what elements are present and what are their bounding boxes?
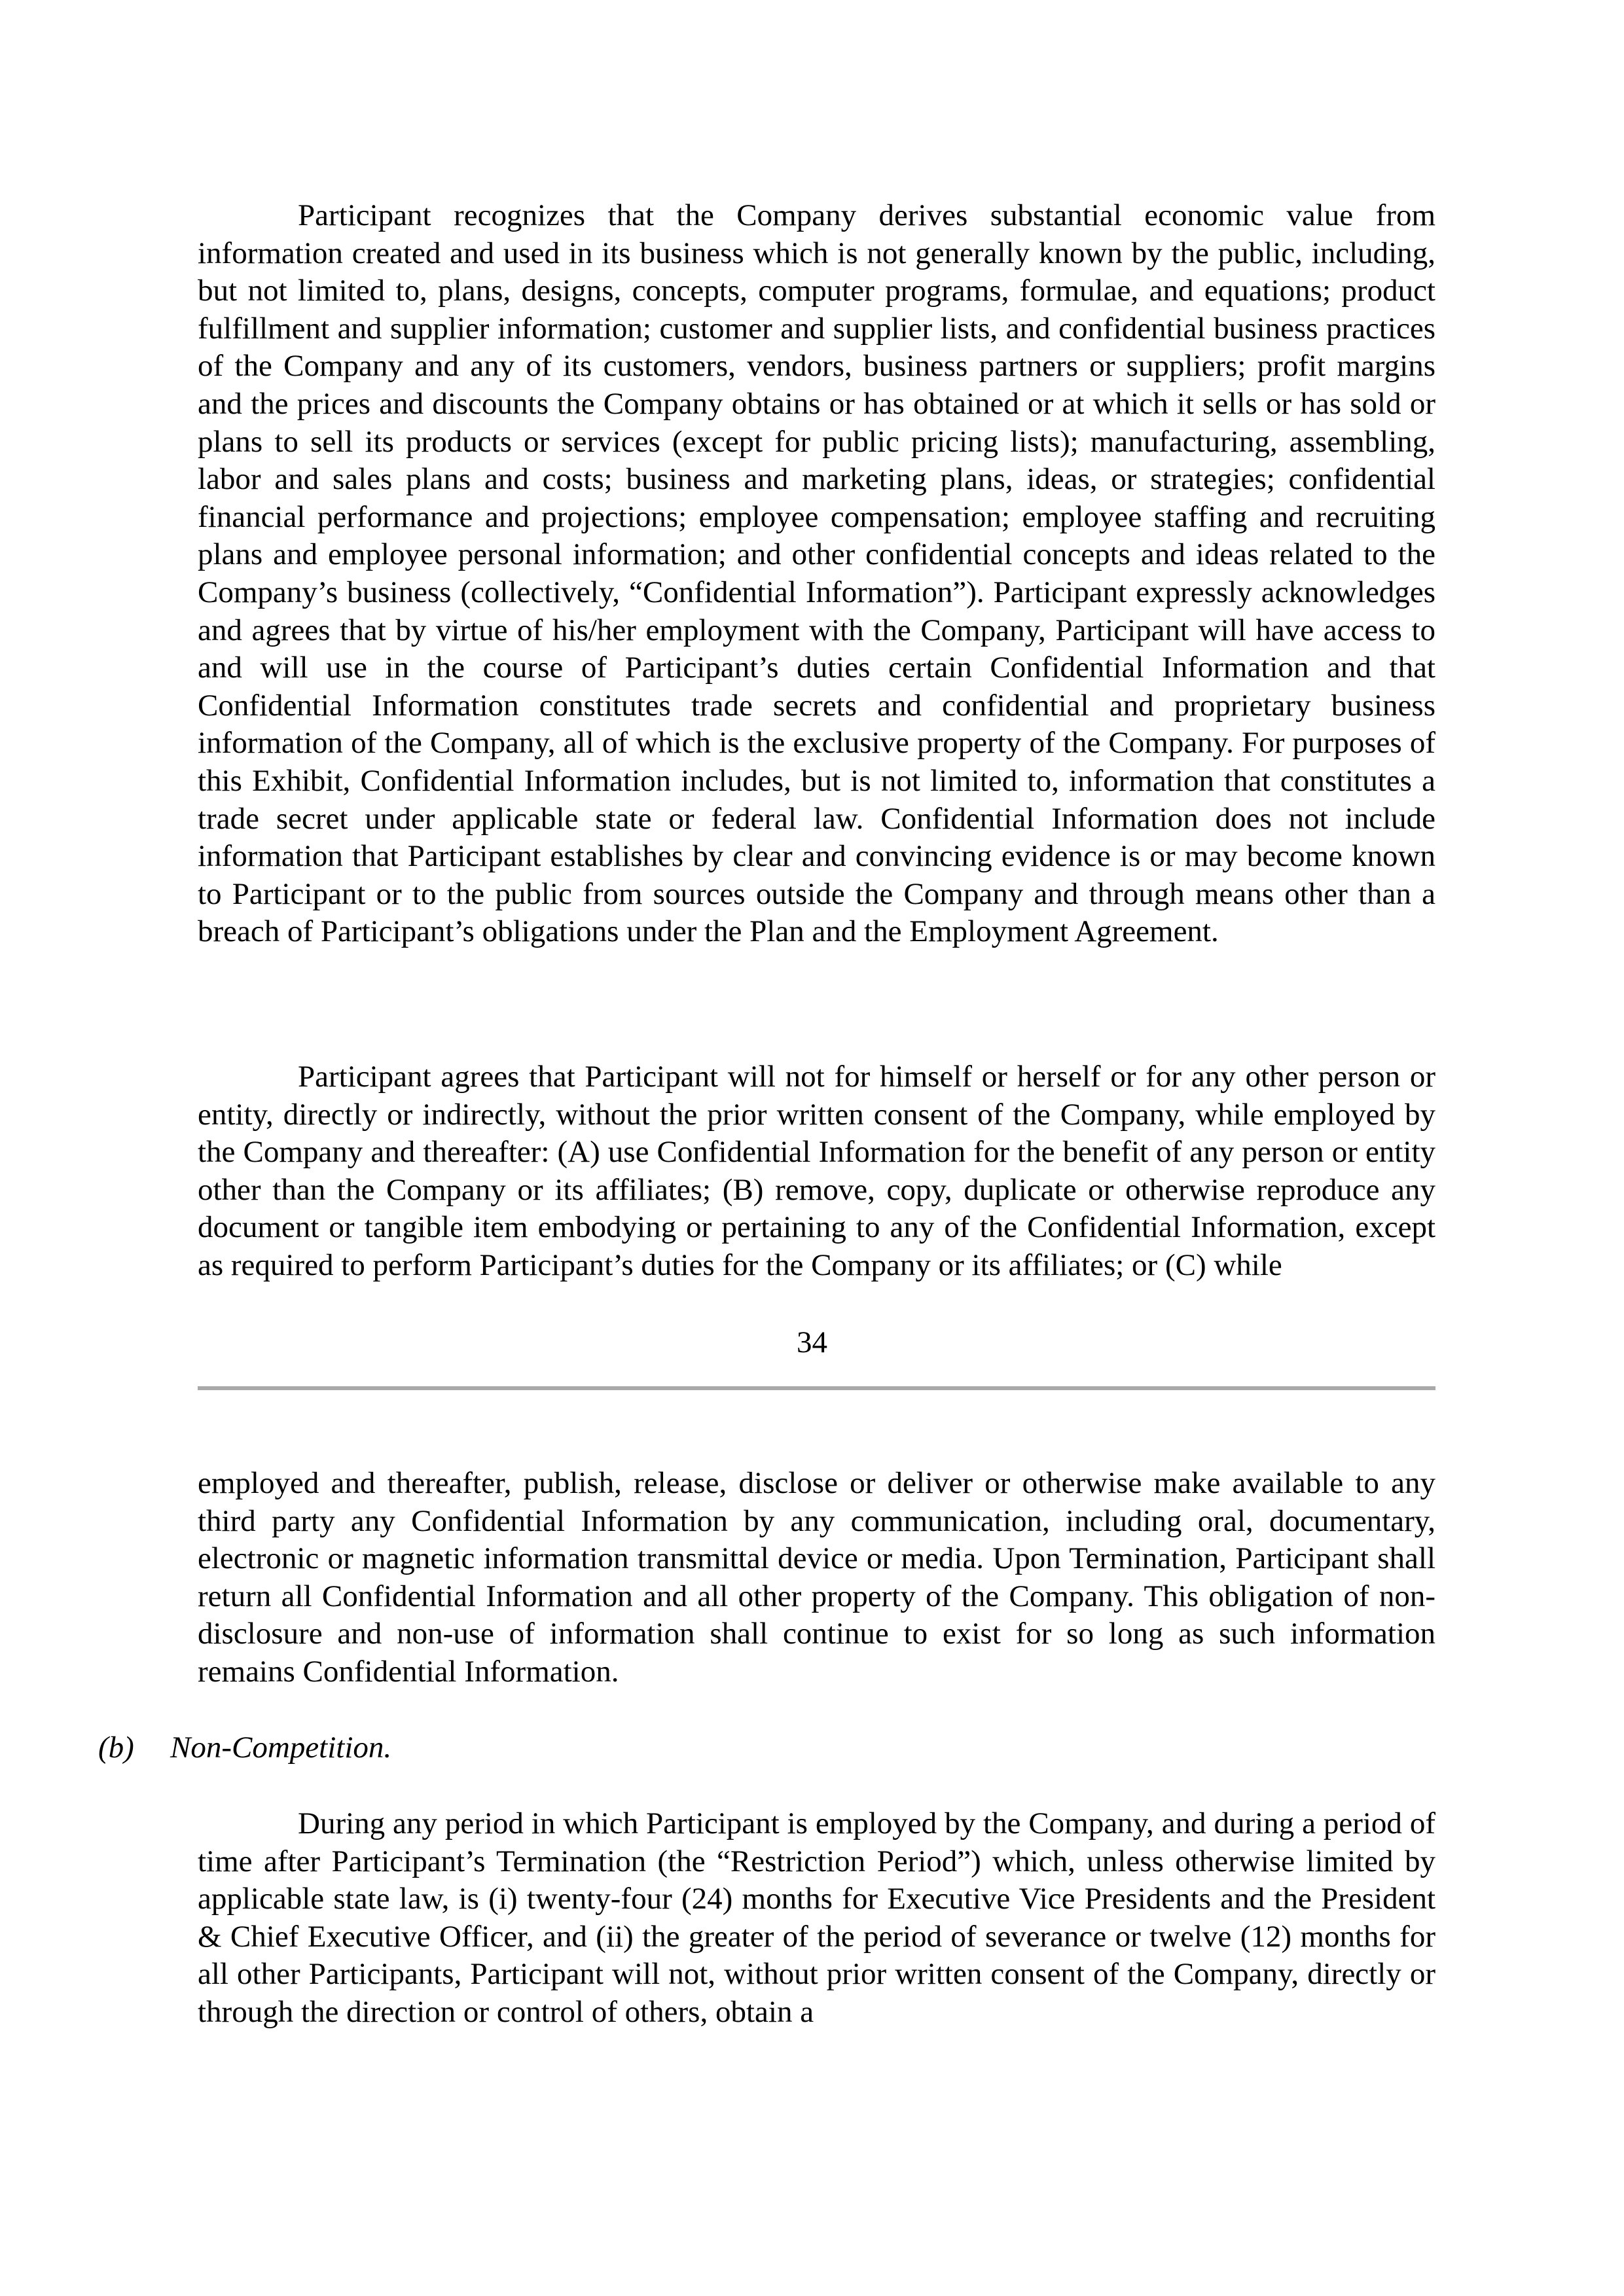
page-break-divider: [198, 1386, 1435, 1390]
page-number: 34: [797, 1325, 827, 1359]
section-enumerator: (b): [98, 1731, 134, 1765]
non-competition-paragraph: During any period in which Participant is employed by the Company, and during a period of time after Participant’s Termination (the “Restriction Period”) which, unless otherwise limited by applicable state law, is (i) twenty-four (24) months for Executive Vice Presidents and the President & Chief Executive Officer, and (ii) the greater of the period of severance or twelve (12) months for all other Participants, Participant will not, without prior written consent of the Company, directly or through the direction or control of others, obtain a: [198, 1806, 1435, 2029]
section-title: Non-Competition.: [170, 1731, 392, 1765]
non-use-agreement-paragraph: Participant agrees that Participant will not for himself or herself or for any other person or entity, directly or indirectly, without the prior written consent of the Company, while employed by the Company and thereafter: (A) use Confidential Information for the benefit of any person or entity other than the Company or its affiliates; (B) remove, copy, duplicate or otherwise reproduce any document or tangible item embodying or pertaining to any of the Confidential Information, except as required to perform Participant’s duties for the Company or its affiliates; or (C) while: [198, 1060, 1435, 1282]
section-heading-b: [98, 1729, 391, 1767]
confidential-information-paragraph: Participant recognizes that the Company derives substantial economic value from information created and used in its business which is not generally known by the public, including, but not limited to, plans, designs, concepts, computer programs, formulae, and equations; product fulfillment and supplier information; customer and supplier lists, and confidential business practices of the Company and any of its customers, vendors, business partners or suppliers; profit margins and the prices and discounts the Company obtains or has obtained or at which it sells or has sold or plans to sell its products or services (except for public pricing lists); manufacturing, assembling, labor and sales plans and costs; business and marketing plans, ideas, or strategies; confidential financial performance and projections; employee compensation; employee staffing and recruiting plans and employee personal information; and other confidential concepts and ideas related to the Company’s business (collectively, “Confidential Information”). Participant expressly acknowledges and agrees that by virtue of his/her employment with the Company, Participant will have access to and will use in the course of Participant’s duties certain Confidential Information and that Confidential Information constitutes trade secrets and confidential and proprietary business information of the Company, all of which is the exclusive property of the Company. For purposes of this Exhibit, Confidential Information includes, but is not limited to, information that constitutes a trade secret under applicable state or federal law. Confidential Information does not include information that Participant establishes by clear and convincing evidence is or may become known to Participant or to the public from sources outside the Company and through means other than a breach of Participant’s obligations under the Plan and the Employment Agreement.: [198, 198, 1435, 949]
non-use-agreement-continuation-paragraph: employed and thereafter, publish, release, disclose or deliver or otherwise make available to any third party any Confidential Information by any communication, including oral, documentary, electronic or magnetic information transmittal device or media. Upon Termination, Participant shall return all Confidential Information and all other property of the Company. This obligation of non-disclosure and non-use of information shall continue to exist for so long as such information remains Confidential Information.: [198, 1466, 1435, 1689]
